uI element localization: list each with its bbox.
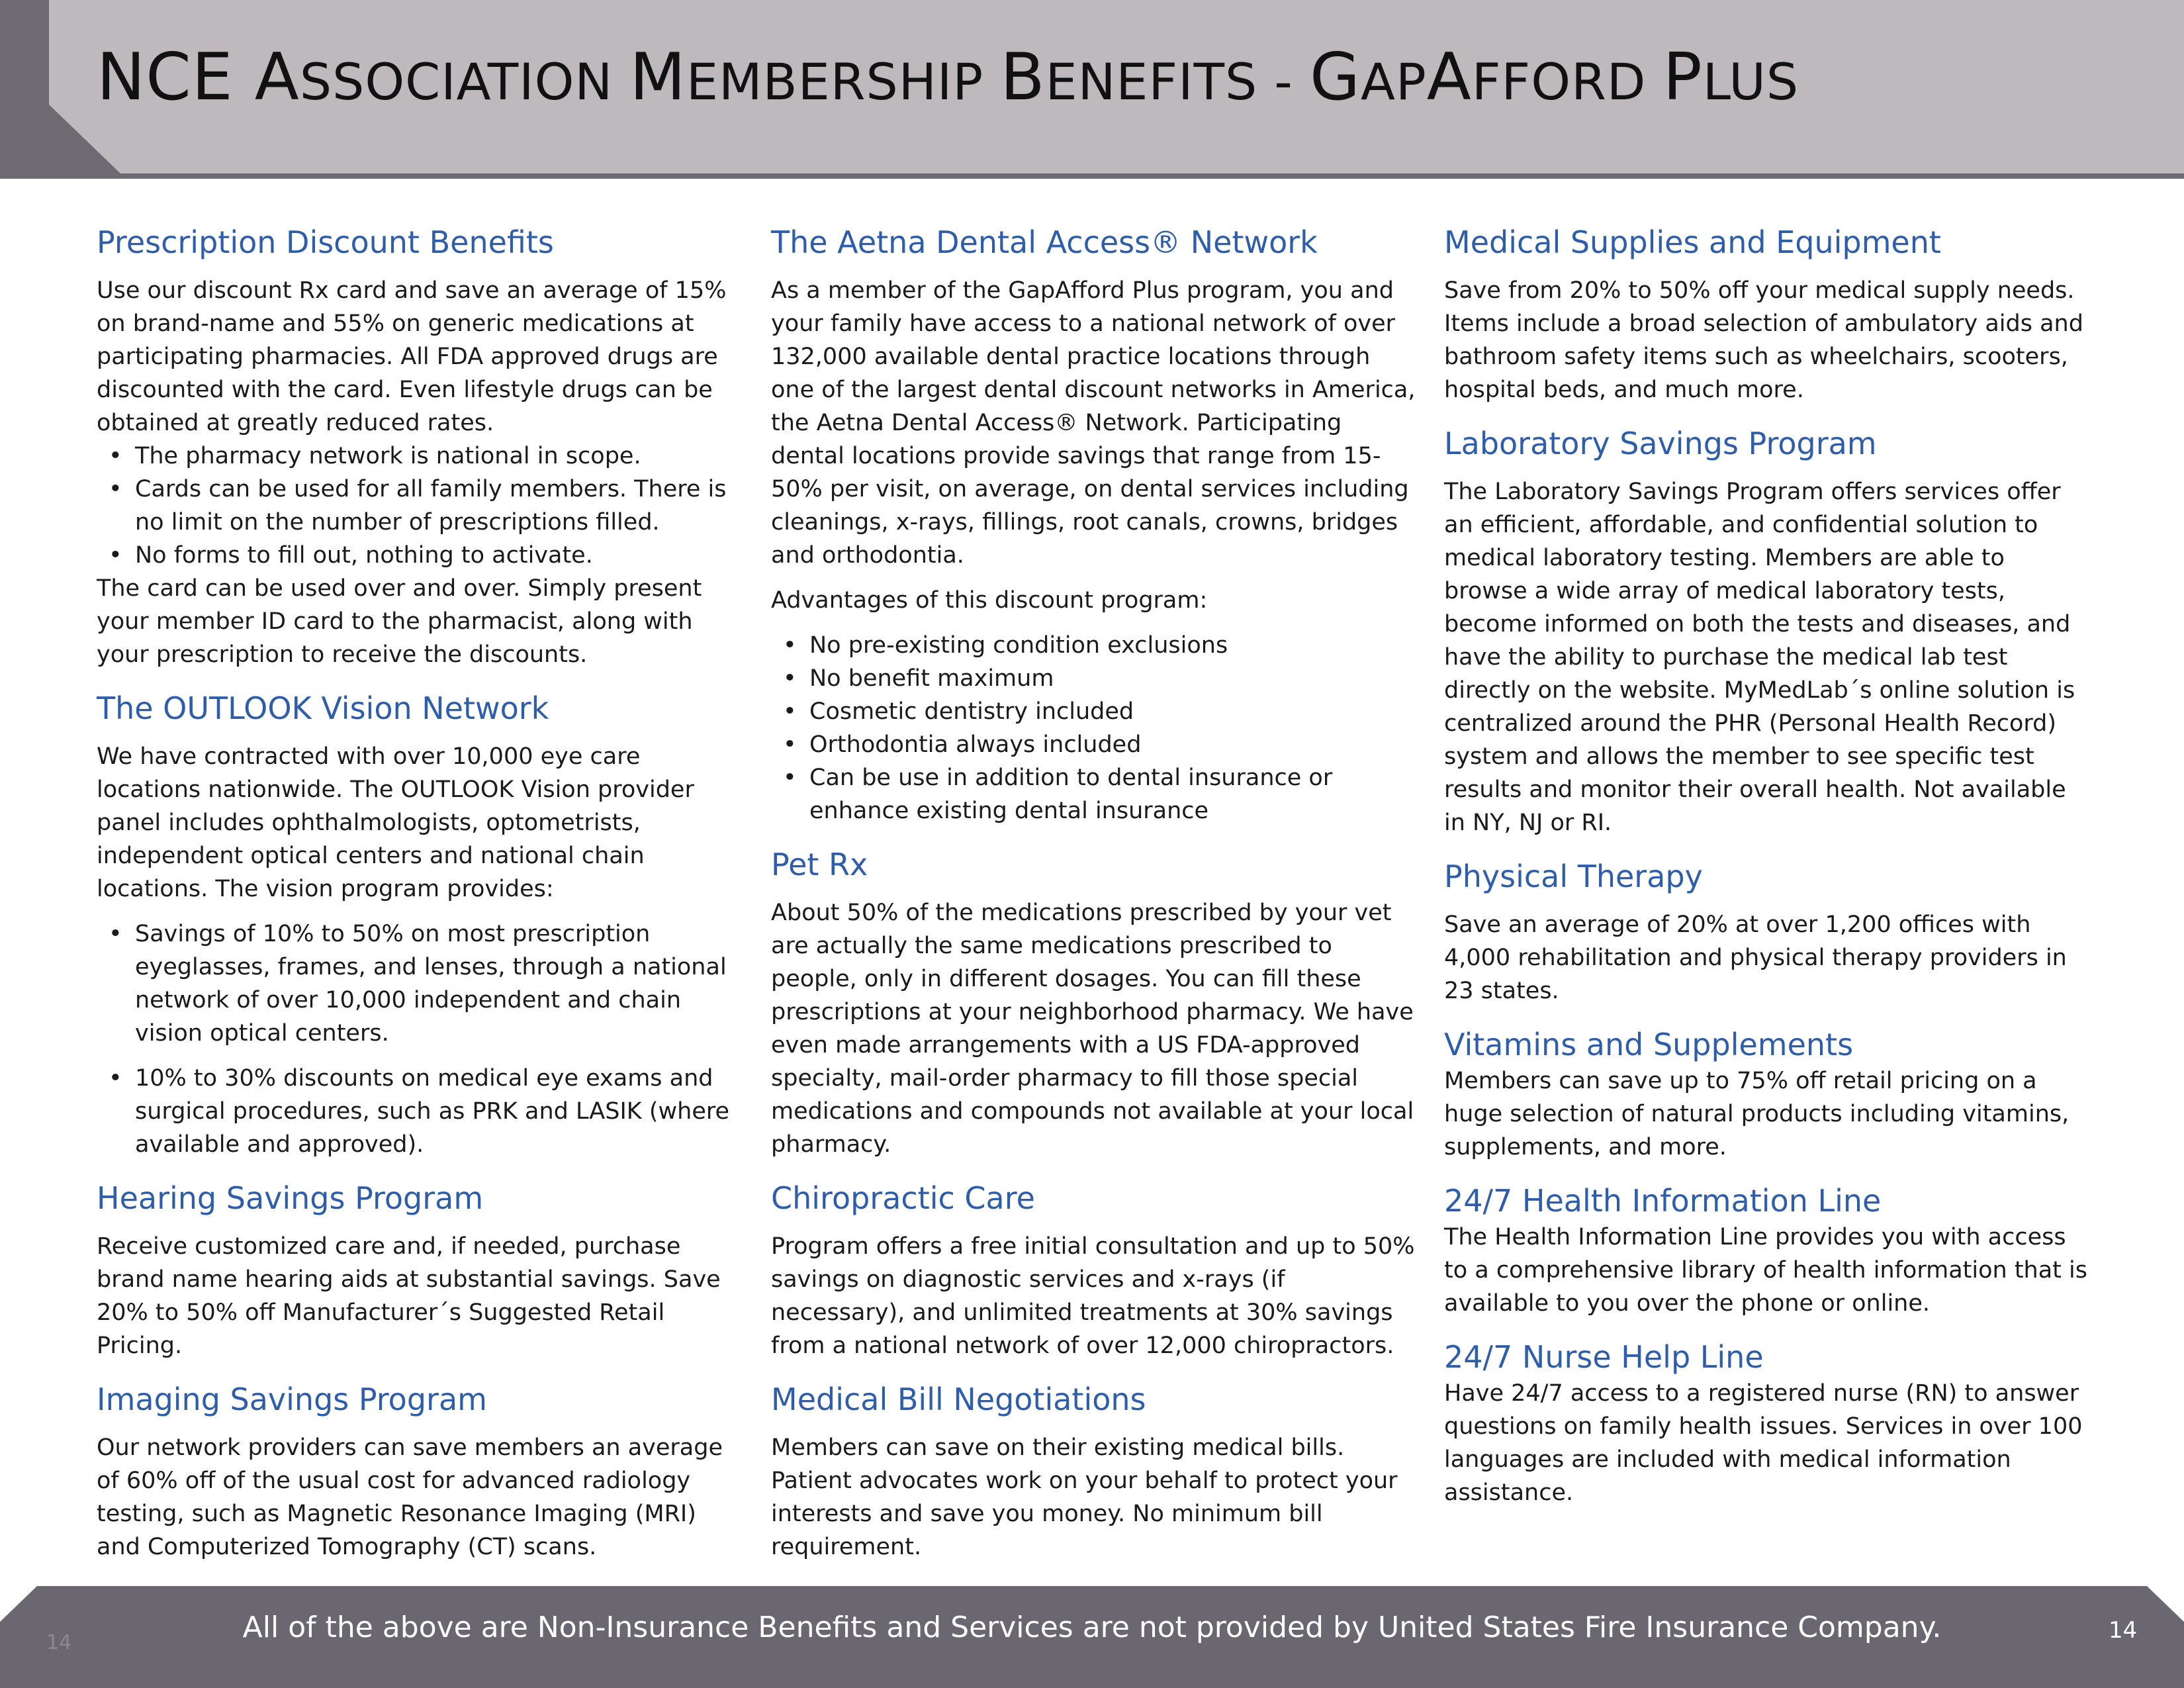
section-body: Receive customized care and, if needed, purchase brand name hearing aids at substantial savings. Save 20% to 50% off Manufacturer´s Suggested Retail Pricing. [97, 1233, 721, 1359]
section-health-info-line [1444, 1181, 2093, 1320]
bullet-icon: • [783, 698, 797, 725]
section-vitamins [1444, 1025, 2093, 1164]
section-body: The card can be used over and over. Simply present your member ID card to the pharmacist, along with your prescription to receive the discounts. [97, 575, 702, 668]
section-heading: 24/7 Nurse Help Line [1444, 1339, 1764, 1375]
bullet-icon: • [783, 731, 797, 758]
bullet-icon: • [109, 542, 122, 569]
section-chiropractic [771, 1178, 1420, 1362]
footer-disclaimer: All of the above are Non-Insurance Benefits and Services are not provided by United States Fire Insurance Company. [242, 1611, 1942, 1644]
list-item: • Cards can be used for all family members. There is no limit on the number of prescriptions filled. [97, 473, 745, 539]
section-body: Members can save on their existing medical bills. Patient advocates work on your behalf to protect your interests and save you money. No minimum bill requirement. [771, 1434, 1398, 1560]
column-right [1444, 222, 2093, 1526]
bullet-icon: • [109, 1065, 122, 1092]
bullet-icon: • [109, 443, 122, 469]
list-item: • Savings of 10% to 50% on most prescription eyeglasses, frames, and lenses, through a national network of over 10,000 independent and chain vision optical centers. [97, 917, 745, 1050]
bullet-icon: • [783, 765, 797, 791]
section-body: Use our discount Rx card and save an average of 15% on brand-name and 55% on generic medications at participating pharmacies. All FDA approved drugs are discounted with the card. Even lifestyle drugs can be obtained at greatly reduced rates. [97, 277, 727, 436]
section-body: As a member of the GapAfford Plus program, you and your family have access to a national network of over 132,000 available dental practice locations through one of the largest dental discount networks in America, the Aetna Dental Access® Network. Participating dental locations provide savings that range from 15-50% per visit, on average, on dental services including cleanings, x-rays, fillings, root canals, crowns, bridges and orthodontia. [771, 277, 1416, 569]
section-medical-supplies [1444, 222, 2093, 406]
section-heading: Physical Therapy [1444, 859, 1703, 894]
bullet-icon: • [783, 632, 797, 659]
section-bill-negotiation [771, 1380, 1420, 1564]
section-body: Advantages of this discount program: [771, 587, 1208, 614]
ghost-page-number: 14 [46, 1631, 72, 1654]
section-heading: Pet Rx [771, 847, 868, 882]
section-body: The Health Information Line provides you with access to a comprehensive library of health information that is available to you over the phone or online. [1444, 1224, 2087, 1317]
section-dental [771, 222, 1420, 827]
bullet-list [97, 440, 745, 572]
section-prescription [97, 222, 745, 671]
section-body: We have contracted with over 10,000 eye care locations nationwide. The OUTLOOK Vision provider panel includes ophthalmologists, optometrists, independent optical centers and national chain locations. The vision program provides: [97, 743, 694, 902]
page-title: NCE ASSOCIATION MEMBERSHIP BENEFITS - GAPAFFORD PLUS [97, 40, 1799, 115]
section-body: About 50% of the medications prescribed by your vet are actually the same medications prescribed to people, only in different dosages. You can fill these prescriptions at your neighborhood pharmacy. We have even made arrangements with a US FDA-approved specialty, mail-order pharmacy to fill those special medications and compounds not available at your local pharmacy. [771, 900, 1414, 1158]
section-imaging [97, 1380, 745, 1564]
list-item: • No pre-existing condition exclusions [771, 629, 1420, 662]
section-heading: Laboratory Savings Program [1444, 426, 1877, 461]
list-item: • Orthodontia always included [771, 728, 1420, 761]
list-item: • Can be use in addition to dental insurance or enhance existing dental insurance [771, 761, 1420, 827]
section-body: Save an average of 20% at over 1,200 offices with 4,000 rehabilitation and physical therapy providers in 23 states. [1444, 912, 2067, 1004]
section-body: Save from 20% to 50% off your medical supply needs. Items include a broad selection of ambulatory aids and bathroom safety items such as wheelchairs, scooters, hospital beds, and much more. [1444, 277, 2083, 403]
section-heading: Chiropractic Care [771, 1180, 1035, 1216]
section-body: Have 24/7 access to a registered nurse (RN) to answer questions on family health issues. Services in over 100 languages are included with medical information assistance. [1444, 1380, 2083, 1506]
bullet-list [97, 917, 745, 1161]
section-heading: Medical Supplies and Equipment [1444, 224, 1941, 260]
section-heading: The OUTLOOK Vision Network [97, 690, 549, 726]
page-number: 14 [2109, 1617, 2138, 1644]
section-pet-rx [771, 845, 1420, 1161]
list-item: • No benefit maximum [771, 662, 1420, 695]
list-item: • No forms to fill out, nothing to activate. [97, 539, 745, 572]
section-hearing [97, 1178, 745, 1362]
section-heading: Hearing Savings Program [97, 1180, 484, 1216]
list-item: • 10% to 30% discounts on medical eye exams and surgical procedures, such as PRK and LASIK (where available and approved). [97, 1062, 745, 1161]
section-heading: 24/7 Health Information Line [1444, 1183, 1882, 1219]
section-body: Members can save up to 75% off retail pricing on a huge selection of natural products including vitamins, supplements, and more. [1444, 1068, 2070, 1160]
column-left [97, 222, 745, 1581]
section-body: Our network providers can save members an average of 60% off of the usual cost for advanced radiology testing, such as Magnetic Resonance Imaging (MRI) and Computerized Tomography (CT) scans. [97, 1434, 723, 1560]
section-heading: Prescription Discount Benefits [97, 224, 554, 260]
list-item: • The pharmacy network is national in scope. [97, 440, 745, 473]
section-body: Program offers a free initial consultation and up to 50% savings on diagnostic services and x-rays (if necessary), and unlimited treatments at 30% savings from a national network of over 12,000 chiropractors. [771, 1233, 1415, 1359]
section-heading: Medical Bill Negotiations [771, 1382, 1146, 1417]
section-vision [97, 688, 745, 1161]
bullet-list [771, 629, 1420, 827]
section-laboratory [1444, 424, 2093, 839]
column-middle [771, 222, 1420, 1581]
section-physical-therapy [1444, 857, 2093, 1008]
section-body: The Laboratory Savings Program offers services offer an efficient, affordable, and confidential solution to medical laboratory testing. Members are able to browse a wide array of medical laboratory tests, become informed on both the tests and diseases, and have the ability to purchase the medical lab test directly on the website. MyMedLab´s online solution is centralized around the PHR (Personal Health Record) system and allows the member to see specific test results and monitor their overall health. Not available in NY, NJ or RI. [1444, 479, 2075, 836]
bullet-icon: • [109, 476, 122, 502]
bullet-icon: • [783, 665, 797, 692]
section-heading: The Aetna Dental Access® Network [771, 224, 1318, 260]
list-item: • Cosmetic dentistry included [771, 695, 1420, 728]
section-heading: Imaging Savings Program [97, 1382, 487, 1417]
section-heading: Vitamins and Supplements [1444, 1027, 1854, 1062]
section-nurse-line [1444, 1337, 2093, 1509]
bullet-icon: • [109, 921, 122, 947]
